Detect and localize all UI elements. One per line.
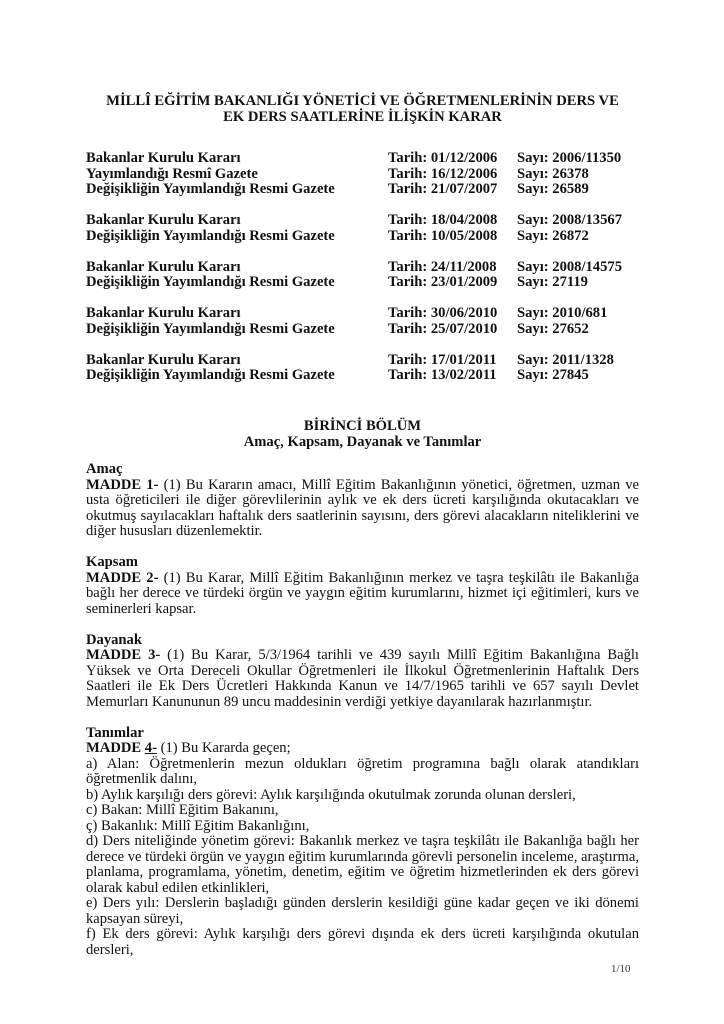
article-4 [86,741,639,757]
definition-item: d) Ders niteliğinde yönetim görevi: Bakanlık merkez ve taşra teşkilâtı ile Bakanlığa bağlı her derece ve türdeki örgün ve yaygın eğitim kurumlarında görevli personelin inceleme, araştırma, planlama, programlama, yönetim, denetim, eğitim ve öğretim hizmetlerinden ek ders görevi olarak kabul edilen etkinlikleri, [86,833,639,896]
section-kapsam [86,555,639,617]
definition-item: a) Alan: Öğretmenlerin mezun oldukları öğretim programına bağlı olarak atandıkları öğretmenlik dalını, [86,755,639,787]
reference-source: Yayımlandığı Resmî Gazete [86,165,258,182]
reference-row [86,275,639,291]
reference-source: Değişikliğin Yayımlandığı Resmi Gazete [86,227,335,244]
reference-source: Bakanlar Kurulu Kararı [86,258,241,275]
reference-group-4 [86,306,639,337]
article-text: (1) Bu Karar, Millî Eğitim Bakanlığının merkez ve taşra teşkilâtı ile Bakanlığa bağlı her derece ve türdeki örgün ve yaygın eğitim kurumlarını, hizmet içi eğitimleri, kurs ve seminerleri kapsar. [86,569,640,617]
reference-number: Sayı: 27845 [517,367,589,383]
reference-list [86,151,639,399]
reference-group-1 [86,151,639,198]
reference-row [86,353,639,369]
article-text: (1) Bu Kararda geçen; [156,740,291,756]
article-3 [86,648,639,710]
article-label: MADDE 1- [86,476,159,493]
reference-date: Tarih: 01/12/2006 [388,150,498,166]
section-heading: Amaç [86,461,123,477]
article-label [86,740,157,756]
reference-date: Tarih: 16/12/2006 [388,165,498,182]
reference-date: Tarih: 30/06/2010 [388,305,498,321]
reference-number: Sayı: 26378 [517,165,589,182]
section-heading: Tanımlar [86,724,144,741]
reference-group-2 [86,213,639,244]
article-label: MADDE 3- [86,647,161,663]
reference-number: Sayı: 2011/1328 [517,351,614,368]
reference-source: Bakanlar Kurulu Kararı [86,212,241,228]
reference-row [86,260,639,276]
definition-item: f) Ek ders görevi: Aylık karşılığı ders görevi dışında ek ders ücreti karşılığında okutulan dersleri, [86,926,639,958]
reference-date: Tarih: 10/05/2008 [388,227,498,244]
reference-date: Tarih: 24/11/2008 [388,258,497,275]
reference-source: Değişikliğin Yayımlandığı Resmi Gazete [86,274,335,290]
reference-row [86,229,639,245]
article-number: 4- [144,740,157,756]
chapter-heading [86,419,639,450]
reference-source: Değişikliğin Yayımlandığı Resmi Gazete [86,320,335,337]
reference-date: Tarih: 21/07/2007 [388,181,498,197]
reference-date: Tarih: 13/02/2011 [388,367,497,383]
reference-row [86,151,639,167]
section-tanimlar [86,726,639,959]
document-body [86,462,639,974]
article-label: MADDE 2- [86,569,159,586]
reference-row [86,368,639,384]
reference-row [86,213,639,229]
definition-item: b) Aylık karşılığı ders görevi: Aylık karşılığında okutulmak zorunda olunan dersleri, [86,786,576,803]
page-number: 1/10 [611,963,631,975]
title-line-2: EK DERS SAATLERİNE İLİŞKİN KARAR [223,108,502,125]
reference-number: Sayı: 26872 [517,227,589,244]
chapter-subtitle: Amaç, Kapsam, Dayanak ve Tanımlar [243,433,482,450]
document-title [86,94,639,125]
reference-date: Tarih: 17/01/2011 [388,351,497,368]
section-heading: Dayanak [86,631,142,648]
reference-row [86,167,639,183]
definition-item: c) Bakan: Millî Eğitim Bakanını, [86,802,279,818]
reference-source: Bakanlar Kurulu Kararı [86,305,241,321]
reference-number: Sayı: 2006/11350 [517,150,622,166]
reference-group-5 [86,353,639,384]
article-text: (1) Bu Karar, 5/3/1964 tarihli ve 439 sayılı Millî Eğitim Bakanlığına Bağlı Yüksek ve Orta Dereceli Okullar Öğretmenleri ile İlkokul Öğretmenlerinin Haftalık Ders Saatleri ile Ek Ders Ücretleri Hakkında Kanun ve 14/7/1965 tarihli ve 657 sayılı Devlet Memurları Kanununun 89 uncu maddesinin verdiği yetkiye dayanılarak hazırlanmıştır. [86,647,639,710]
reference-date: Tarih: 23/01/2009 [388,274,498,290]
reference-group-3 [86,260,639,291]
reference-source: Bakanlar Kurulu Kararı [86,351,241,368]
section-heading: Kapsam [86,554,138,570]
article-prefix: MADDE [86,740,145,756]
reference-number: Sayı: 2008/13567 [517,212,622,228]
reference-number: Sayı: 26589 [517,181,589,197]
article-1 [86,478,639,540]
reference-number: Sayı: 2010/681 [517,305,608,321]
reference-source: Bakanlar Kurulu Kararı [86,150,241,166]
article-text: (1) Bu Kararın amacı, Millî Eğitim Bakanlığının yönetici, öğretmen, uzman ve usta öğreticileri ile diğer görevlilerinin aylık ve ek ders ücreti karşılığında okutacakları ve okutmuş sayılacakları haftalık ders saatlerinin sayısını, ders görevi alacakların niteliklerini ve diğer hususları düzenlemektir. [86,476,639,539]
reference-source: Değişikliğin Yayımlandığı Resmi Gazete [86,181,335,197]
article-2 [86,571,639,618]
reference-date: Tarih: 18/04/2008 [388,212,498,228]
title-line-1: MİLLÎ EĞİTİM BAKANLIĞI YÖNETİCİ VE ÖĞRETMENLERİNİN DERS VE [106,93,619,109]
reference-row [86,182,639,198]
definition-item: ç) Bakanlık: Millî Eğitim Bakanlığını, [86,817,310,834]
reference-number: Sayı: 27652 [517,320,589,337]
reference-source: Değişikliğin Yayımlandığı Resmi Gazete [86,367,335,383]
reference-row [86,306,639,322]
reference-number: Sayı: 2008/14575 [517,258,622,275]
reference-date: Tarih: 25/07/2010 [388,320,498,337]
reference-row [86,322,639,338]
reference-number: Sayı: 27119 [517,274,588,290]
section-dayanak [86,633,639,711]
section-amac [86,462,639,540]
chapter-title: BİRİNCİ BÖLÜM [303,418,422,434]
definition-item: e) Ders yılı: Derslerin başladığı günden derslerin kesildiği güne kadar geçen ve iki dönemi kapsayan süreyi, [86,895,639,927]
